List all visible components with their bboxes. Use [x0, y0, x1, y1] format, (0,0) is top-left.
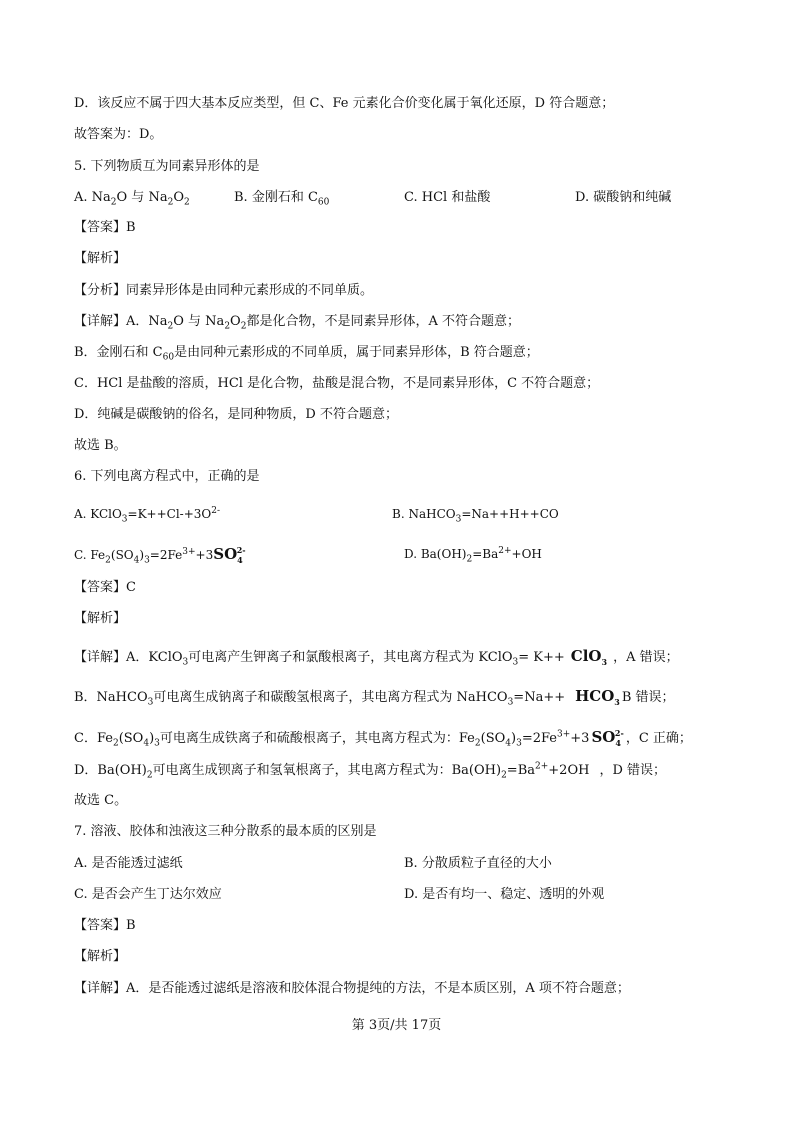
q6-option-b: B. NaHCO$_3$=Na++H++CO — [392, 507, 559, 525]
q5-detail-a: 【详解】A．$Na_2O$ 与 $Na_2O_2$都是化合物，不是同素异形体，A 不符合题意； — [74, 314, 520, 332]
q6-option-a: A. $KClO_3=K++Cl-+3O^{2-}$ — [74, 506, 221, 525]
q7-option-d: D. 是否有均一、稳定、透明的外观 — [404, 887, 605, 902]
q6-detail-c: C．$Fe_2(SO_4)_3$可电离生成铁离子和硫酸根离子，其电离方程式为：$Fe_2(SO_4)_3=2Fe^{3+}+3$ $SO_4^{2-}$ ，C 正确； — [74, 728, 692, 749]
q4-answer-line: 故答案为：D。 — [74, 127, 163, 142]
q7-answer: 【答案】B — [74, 918, 136, 933]
q6-option-d: D. $Ba(OH)_2=Ba^{2+}+OH$ — [404, 546, 542, 565]
q6-stem: 6. 下列电离方程式中，正确的是 — [74, 469, 260, 484]
q6-analysis-heading: 【解析】 — [74, 611, 127, 626]
q5-answer: 【答案】B — [74, 220, 136, 235]
q5-option-b: B. 金刚石和 $C_{60}$ — [234, 190, 330, 208]
q7-analysis-heading: 【解析】 — [74, 949, 127, 964]
q5-detail-d: D．纯碱是碳酸钠的俗名，是同种物质，D 不符合题意； — [74, 407, 398, 422]
q5-stem: 5. 下列物质互为同素异形体的是 — [74, 159, 260, 174]
q5-fenxi: 【分析】同素异形体是由同种元素形成的不同单质。 — [74, 283, 374, 298]
q7-detail-a: 【详解】A．是否能透过滤纸是溶液和胶体混合物提纯的方法，不是本质区别，A 项不符合题意； — [74, 981, 630, 996]
q5-analysis-heading: 【解析】 — [74, 251, 127, 266]
q6-choose: 故选 C。 — [74, 793, 128, 808]
sulfate-ion: $SO_4^{2-}$ — [213, 545, 246, 565]
q6-option-c: C. $Fe_2(SO_4)_3=2Fe^{3+}+3SO_4^{2-}$ — [74, 545, 246, 566]
bicarbonate-ion: $HCO_3$ — [575, 687, 620, 707]
q7-option-a: A. 是否能透过滤纸 — [74, 856, 183, 871]
q6-detail-d: D．$Ba(OH)_2$可电离生成钡离子和氢氧根离子，其电离方程式为：$Ba(OH)_2=Ba^{2+}+2OH$ ，D 错误； — [74, 761, 667, 781]
q6-detail-a: 【详解】A．KClO$_3$可电离产生钾离子和氯酸根离子，其电离方程式为 KClO$_3$= K++ ClO$_3$ ，A 错误； — [74, 647, 679, 668]
q4-option-d-explanation: D．该反应不属于四大基本反应类型，但 C、Fe 元素化合价变化属于氧化还原，D 符合题意； — [74, 96, 615, 111]
q6-answer: 【答案】C — [74, 580, 136, 595]
q5-detail-b: B．金刚石和 $C_{60}$是由同种元素形成的不同单质，属于同素异形体，B 符合题意； — [74, 345, 539, 363]
q7-option-b: B. 分散质粒子直径的大小 — [404, 856, 552, 871]
q5-option-c: C. HCl 和盐酸 — [404, 190, 491, 205]
q7-option-c: C. 是否会产生丁达尔效应 — [74, 887, 222, 902]
q5-option-d: D. 碳酸钠和纯碱 — [575, 190, 672, 205]
page-footer: 第 3页/共 17页 — [351, 1018, 442, 1033]
q6-detail-b: B．NaHCO$_3$可电离生成钠离子和碳酸氢根离子，其电离方程式为 NaHCO$_3$=Na++ $HCO_3$ B 错误； — [74, 687, 675, 708]
q5-detail-c: C．HCl 是盐酸的溶质，HCl 是化合物，盐酸是混合物，不是同素异形体，C 不符合题意； — [74, 376, 600, 391]
q7-stem: 7. 溶液、胶体和浊液这三种分散系的最本质的区别是 — [74, 824, 377, 839]
q5-option-a: A. $Na_2O$ 与 $Na_2O_2$ — [74, 190, 190, 208]
q5-choose: 故选 B。 — [74, 438, 127, 453]
sulfate-ion-detail: $SO_4^{2-}$ — [591, 728, 624, 748]
chlorate-ion: ClO$_3$ — [570, 647, 608, 667]
